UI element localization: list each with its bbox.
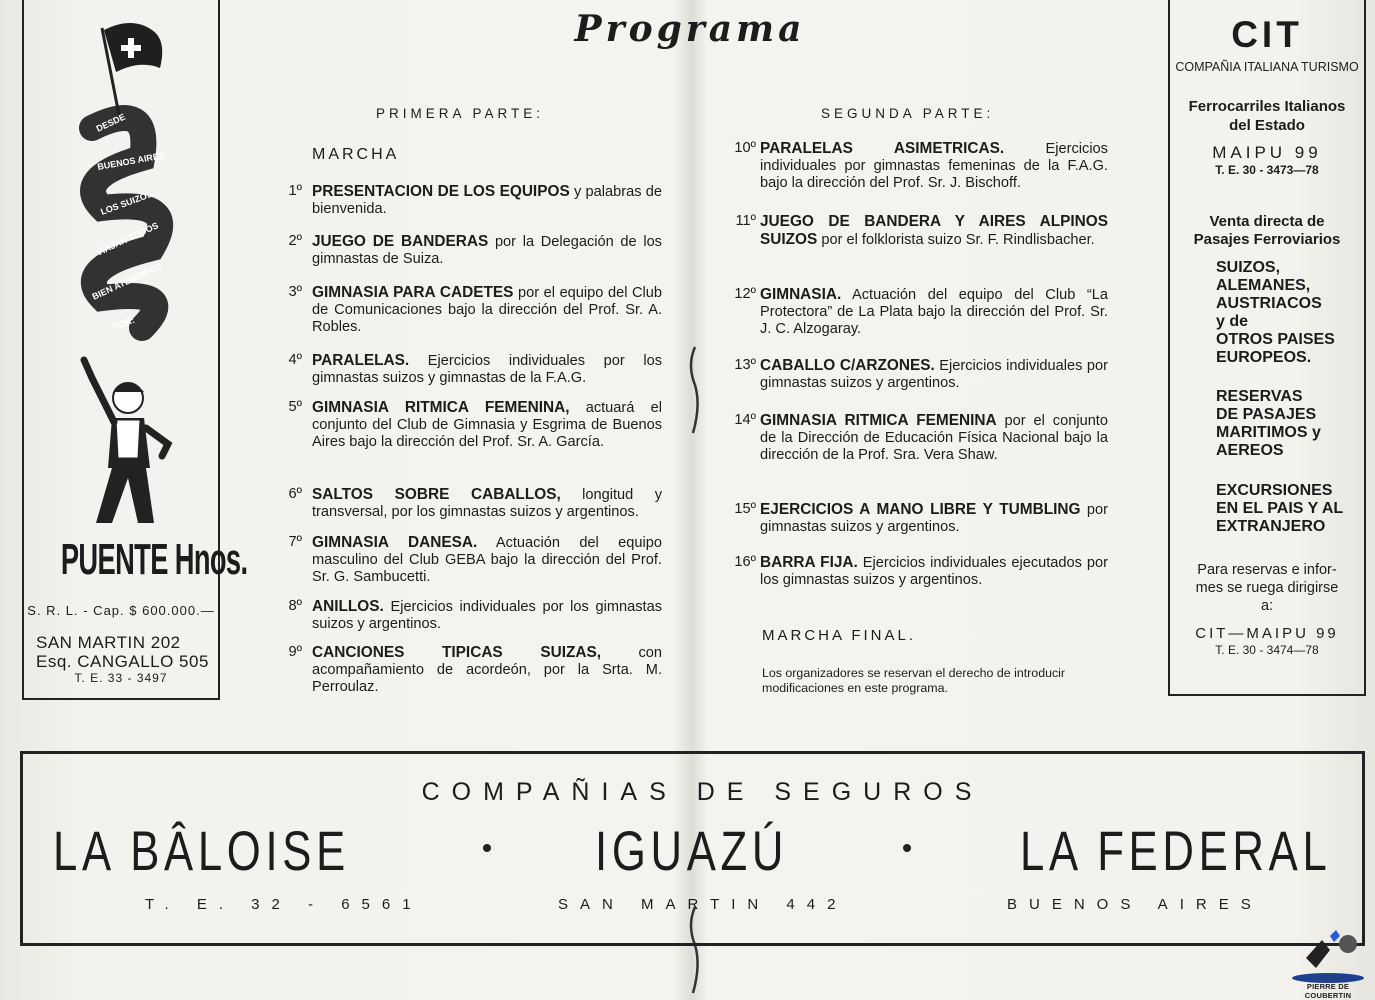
- item-text: Ejercicios individuales por gimnastas femeninas de la F.A.G. bajo la dirección del Prof. Sr. J. Bischoff.: [760, 141, 1108, 192]
- item-text: por el folklorista suizo Sr. F. Rindlisbacher.: [821, 232, 1095, 249]
- address: SAN MARTIN 442: [558, 896, 848, 913]
- program-title: Programa: [574, 8, 806, 50]
- item-title: JUEGO DE BANDERAS: [312, 233, 489, 250]
- address: MAIPU 99: [1212, 143, 1322, 162]
- item-number: 1º: [288, 183, 302, 199]
- separator-dot: [483, 844, 491, 852]
- sales-text: Venta directa de Pasajes Ferroviarios: [1193, 213, 1341, 248]
- item-title: GIMNASIA RITMICA FEMENINA,: [312, 399, 570, 416]
- item-text: con acompañamiento de acordeón, por la Srta. M. Perroulaz.: [312, 645, 662, 696]
- item-number: 15º: [734, 501, 756, 517]
- item-text: Ejercicios individuales por gimnastas suizos y argentinos.: [760, 358, 1108, 392]
- item-title: CABALLO C/ARZONES.: [760, 357, 935, 374]
- item-text: Actuación del equipo masculino del Club GEBA bajo la dirección del Prof. Sr. G. Sambucetti.: [312, 535, 662, 586]
- phone-number: T. E. 30 - 3473—78: [1215, 163, 1319, 177]
- reservations-list: RESERVAS DE PASAJES MARITIMOS y AEREOS: [1216, 388, 1321, 459]
- item-number: 3º: [288, 284, 302, 300]
- item-number: 11º: [735, 213, 756, 229]
- item-title: PRESENTACION DE LOS EQUIPOS: [312, 183, 570, 200]
- item-number: 4º: [288, 352, 302, 368]
- cit-logo: CIT: [1231, 14, 1303, 55]
- company-name: COMPAÑIA ITALIANA TURISMO: [1175, 60, 1359, 74]
- banner-word: BUENOS AIRES: [96, 150, 166, 172]
- phone-number: T. E. 30 - 3474—78: [1215, 643, 1319, 657]
- swiss-traveller-illustration: [32, 8, 212, 528]
- item-number: 9º: [288, 644, 302, 660]
- item-text: por la Delegación de los gimnastas de Suiza.: [312, 234, 662, 268]
- phone-number: T. E. 33 - 3497: [74, 671, 168, 685]
- company-name: LA FEDERAL: [1020, 819, 1332, 882]
- company-capital: S. R. L. - Cap. $ 600.000.—: [27, 603, 215, 618]
- separator-dot: [903, 844, 911, 852]
- item-title: BARRA FIJA.: [760, 554, 858, 571]
- organizers-note: Los organizadores se reservan el derecho de introducir modificaciones en este programa.: [762, 666, 1066, 695]
- item-text: por el conjunto de la Dirección de Educación Física Nacional bajo la dirección de la Prof. Sra. Vera Shaw.: [760, 413, 1108, 464]
- closing-march: MARCHA FINAL.: [762, 627, 917, 644]
- item-number: 7º: [288, 534, 302, 550]
- item-title: ANILLOS.: [312, 598, 384, 615]
- item-text: Ejercicios individuales ejecutados por los gimnastas suizos y argentinos.: [760, 555, 1108, 589]
- opening-march: MARCHA: [312, 146, 400, 163]
- part-two-heading: SEGUNDA PARTE:: [821, 106, 995, 121]
- railways-text: Ferrocarriles Italianos del Estado: [1188, 98, 1346, 134]
- banner-word: LOS SUIZOS: [99, 188, 154, 217]
- item-title: PARALELAS ASIMETRICAS.: [760, 140, 1005, 157]
- item-title: JUEGO DE BANDERA Y AIRES ALPINOS SUIZOS: [760, 213, 1108, 249]
- item-title: CANCIONES TIPICAS SUIZAS,: [312, 644, 602, 661]
- countries-list: SUIZOS, ALEMANES, AUSTRIACOS y de OTROS PAISES EUROPEOS.: [1216, 259, 1335, 366]
- phone-number: T. E. 32 - 6561: [145, 896, 423, 913]
- runner-icon: [1286, 928, 1370, 984]
- watermark-logo: [1286, 928, 1370, 1000]
- item-number: 8º: [288, 598, 302, 614]
- banner-word: POR:: [111, 314, 136, 332]
- item-number: 2º: [288, 233, 302, 249]
- cit-travel-ad: [1168, 0, 1366, 696]
- item-text: por el equipo del Club de Comunicaciones bajo la dirección del Prof. Sr. A. Robles.: [312, 285, 663, 336]
- item-text: Actuación del equipo del Club “La Protectora” de La Plata bajo la dirección del Prof. Sr. J. C. Alzogaray.: [760, 287, 1108, 338]
- banner-word: DESDE: [94, 111, 127, 134]
- item-text: Ejercicios individuales por los gimnastas suizos y gimnastas de la F.A.G.: [312, 353, 662, 387]
- item-number: 10º: [734, 140, 756, 156]
- watermark-text: PIERRE DE COUBERTIN: [1304, 982, 1352, 1000]
- item-number: 6º: [288, 486, 302, 502]
- item-title: SALTOS SOBRE CABALLOS,: [312, 486, 561, 503]
- banner-word: BIEN ATENDIDOS: [90, 260, 164, 302]
- banner-word: VIAJAN TODOS: [94, 220, 160, 258]
- item-number: 14º: [734, 412, 756, 428]
- staple-icon: [683, 345, 705, 435]
- contact-text: Para reservas e infor- mes se ruega dirigirse a:: [1195, 562, 1339, 614]
- item-title: GIMNASIA RITMICA FEMENINA: [760, 412, 997, 429]
- company-name: IGUAZÚ: [595, 819, 789, 882]
- item-text: Ejercicios individuales por los gimnastas suizos y argentinos.: [312, 599, 662, 633]
- item-text: por gimnastas suizos y argentinos.: [760, 502, 1108, 536]
- excursions-list: EXCURSIONES EN EL PAIS Y AL EXTRANJERO: [1216, 482, 1344, 535]
- item-text: longitud y transversal, por los gimnastas suizos y argentinos.: [312, 487, 662, 521]
- item-title: EJERCICIOS A MANO LIBRE Y TUMBLING: [760, 501, 1081, 518]
- item-title: GIMNASIA DANESA.: [312, 534, 478, 551]
- item-title: GIMNASIA.: [760, 286, 842, 303]
- item-number: 5º: [288, 399, 302, 415]
- item-number: 16º: [734, 554, 756, 570]
- item-number: 13º: [734, 357, 756, 373]
- puente-hnos-ad: [22, 0, 248, 700]
- item-text: y palabras de bienvenida.: [312, 184, 662, 218]
- part-one-heading: PRIMERA PARTE:: [376, 106, 545, 121]
- item-title: PARALELAS.: [312, 352, 410, 369]
- company-name: LA BÂLOISE: [53, 819, 350, 882]
- brand-name: PUENTE Hnos.: [60, 535, 248, 584]
- contact-address: CIT—MAIPU 99: [1195, 625, 1339, 642]
- item-number: 12º: [734, 286, 756, 302]
- city: BUENOS AIRES: [1007, 896, 1263, 913]
- item-title: GIMNASIA PARA CADETES: [312, 284, 514, 301]
- address-line: Esq. CANGALLO 505: [36, 652, 209, 671]
- address-line: SAN MARTIN 202: [36, 633, 181, 652]
- insurance-heading: COMPAÑIAS DE SEGUROS: [421, 778, 984, 806]
- insurance-ad: [20, 751, 1365, 946]
- item-text: actuará el conjunto del Club de Gimnasia y Esgrima de Buenos Aires bajo la dirección del Prof. Sr. A. García.: [312, 400, 662, 451]
